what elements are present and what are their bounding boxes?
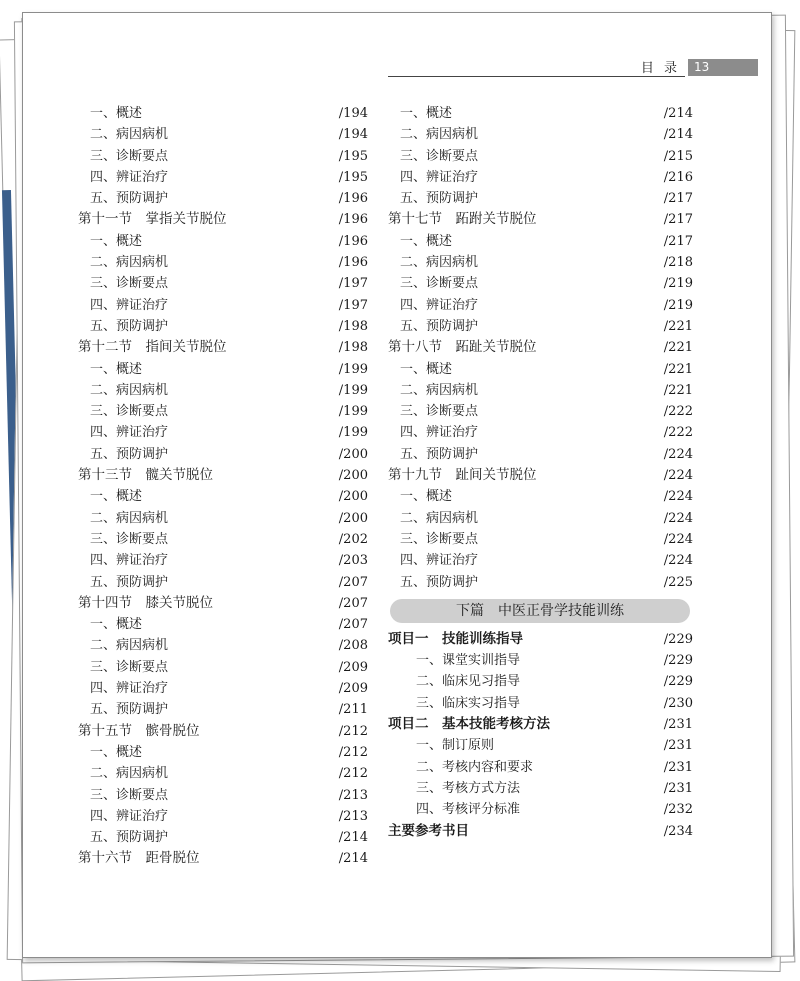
toc-entry-page: /194 — [338, 127, 368, 143]
toc-entry-page: /231 — [663, 780, 693, 796]
toc-entry-title: 一、概述 — [90, 106, 143, 121]
toc-entry-title: 一、概述 — [90, 233, 143, 249]
toc-entry-title: 第十四节 膝关节脱位 — [78, 594, 213, 611]
toc-entry-title: 四、辨证治疗 — [90, 425, 169, 441]
toc-entry[interactable] — [78, 486, 368, 507]
toc-entry[interactable] — [78, 231, 368, 252]
toc-right-column — [388, 103, 693, 842]
toc-entry-page: /197 — [338, 276, 368, 292]
toc-entry-page: /196 — [338, 212, 368, 228]
toc-entry[interactable] — [78, 146, 368, 167]
toc-entry-title: 三、诊断要点 — [400, 276, 479, 292]
toc-entry-title: 二、病因病机 — [90, 638, 169, 654]
toc-entry-title: 三、诊断要点 — [90, 148, 169, 164]
toc-entry-page: /217 — [663, 191, 693, 207]
toc-entry-page: /197 — [338, 297, 368, 313]
toc-entry-page: /200 — [338, 446, 368, 462]
toc-entry-title: 第十七节 跖跗关节脱位 — [388, 211, 537, 228]
toc-entry-page: /224 — [663, 468, 693, 484]
toc-entry-page: /213 — [338, 808, 368, 824]
page-header — [388, 57, 758, 77]
toc-entry[interactable] — [388, 124, 693, 145]
toc-entry-title: 四、辨证治疗 — [90, 553, 169, 569]
toc-entry[interactable] — [388, 671, 693, 692]
toc-entry-page: /231 — [663, 759, 693, 775]
toc-entry-page: /195 — [338, 148, 368, 164]
toc-entry[interactable] — [78, 635, 368, 656]
toc-entry-title: 五、预防调护 — [90, 574, 169, 590]
toc-entry[interactable] — [388, 295, 693, 316]
toc-entry-page: /222 — [663, 425, 693, 441]
toc-entry-page: /231 — [663, 717, 693, 733]
toc-entry-page: /222 — [663, 404, 693, 420]
toc-entry[interactable] — [78, 572, 368, 593]
toc-entry-title: 一、课堂实训指导 — [416, 653, 521, 669]
toc-entry-page: /196 — [338, 233, 368, 249]
toc-entry-title: 二、考核内容和要求 — [416, 759, 534, 775]
toc-entry-page: /229 — [663, 631, 693, 647]
toc-section-heading[interactable] — [78, 337, 368, 358]
toc-left-column — [78, 103, 368, 870]
toc-entry-page: /221 — [663, 318, 693, 334]
toc-entry-page: /214 — [663, 127, 693, 143]
toc-entry[interactable] — [78, 273, 368, 294]
toc-entry[interactable] — [78, 806, 368, 827]
toc-entry-title: 一、概述 — [400, 361, 453, 377]
toc-entry-page: /224 — [663, 489, 693, 505]
toc-entry-page: /200 — [338, 510, 368, 526]
toc-entry[interactable] — [388, 273, 693, 294]
toc-entry[interactable] — [388, 167, 693, 188]
toc-entry[interactable] — [78, 444, 368, 465]
toc-section-heading[interactable] — [388, 209, 693, 230]
toc-entry[interactable] — [388, 103, 693, 124]
toc-entry-page: /214 — [663, 106, 693, 121]
toc-entry-title: 第十九节 趾间关节脱位 — [388, 467, 537, 484]
toc-entry-page: /221 — [663, 361, 693, 377]
toc-entry-page: /196 — [338, 255, 368, 271]
toc-section-heading[interactable] — [78, 593, 368, 614]
toc-entry-page: /207 — [338, 617, 368, 633]
toc-entry-title: 五、预防调护 — [400, 191, 479, 207]
toc-entry-title: 四、辨证治疗 — [400, 169, 479, 185]
toc-entry-title: 三、诊断要点 — [90, 404, 169, 420]
toc-entry[interactable] — [388, 380, 693, 401]
toc-entry[interactable] — [388, 316, 693, 337]
toc-entry[interactable] — [78, 678, 368, 699]
header-rule — [388, 76, 685, 77]
toc-entry-page: /200 — [338, 468, 368, 484]
toc-entry-title: 三、诊断要点 — [90, 276, 169, 292]
toc-entry-title: 五、预防调护 — [400, 446, 479, 462]
toc-entry-page: /218 — [663, 255, 693, 271]
toc-entry[interactable] — [78, 763, 368, 784]
toc-page — [22, 12, 772, 958]
toc-entry-title: 一、制订原则 — [416, 738, 495, 754]
toc-entry[interactable] — [78, 316, 368, 337]
toc-entry-page: /198 — [338, 318, 368, 334]
toc-entry-page: /217 — [663, 233, 693, 249]
toc-entry[interactable] — [388, 486, 693, 507]
toc-entry[interactable] — [388, 146, 693, 167]
toc-entry-title: 第十一节 掌指关节脱位 — [78, 211, 227, 228]
toc-entry-title: 三、临床实习指导 — [416, 695, 521, 711]
toc-entry[interactable] — [388, 444, 693, 465]
toc-entry-title: 四、辨证治疗 — [90, 681, 169, 697]
toc-entry[interactable] — [78, 529, 368, 550]
toc-entry[interactable] — [388, 693, 693, 714]
toc-entry-page: /208 — [338, 638, 368, 654]
toc-entry[interactable] — [78, 167, 368, 188]
toc-entry[interactable] — [388, 359, 693, 380]
toc-entry-title: 二、临床见习指导 — [416, 674, 521, 690]
toc-entry-page: /207 — [338, 595, 368, 611]
toc-entry-page: /224 — [663, 446, 693, 462]
toc-entry[interactable] — [78, 699, 368, 720]
toc-entry[interactable] — [388, 188, 693, 209]
toc-entry[interactable] — [78, 295, 368, 316]
toc-entry[interactable] — [78, 103, 368, 124]
toc-entry[interactable] — [78, 657, 368, 678]
toc-entry-title: 五、预防调护 — [400, 318, 479, 334]
toc-entry-title: 二、病因病机 — [400, 382, 479, 398]
toc-entry-title: 五、预防调护 — [90, 702, 169, 718]
toc-entry-page: /219 — [663, 297, 693, 313]
toc-entry-title: 一、概述 — [90, 744, 143, 760]
toc-entry[interactable] — [388, 799, 693, 820]
toc-entry-page: /199 — [338, 404, 368, 420]
toc-entry[interactable] — [388, 401, 693, 422]
toc-entry[interactable] — [78, 188, 368, 209]
toc-section-heading[interactable] — [388, 337, 693, 358]
toc-entry[interactable] — [78, 252, 368, 273]
toc-entry-page: /230 — [663, 695, 693, 711]
toc-entry[interactable] — [388, 735, 693, 756]
toc-entry[interactable] — [388, 572, 693, 593]
toc-entry-title: 第十三节 髋关节脱位 — [78, 467, 213, 484]
toc-entry-title: 四、辨证治疗 — [90, 297, 169, 313]
toc-entry-title: 三、诊断要点 — [90, 531, 169, 547]
toc-section-heading[interactable] — [388, 821, 693, 842]
toc-entry-page: /232 — [663, 802, 693, 818]
toc-entry-title: 三、诊断要点 — [400, 148, 479, 164]
toc-entry-page: /202 — [338, 531, 368, 547]
toc-section-heading[interactable] — [78, 721, 368, 742]
toc-section-heading[interactable] — [388, 465, 693, 486]
toc-entry-page: /221 — [663, 382, 693, 398]
toc-entry-page: /195 — [338, 169, 368, 185]
toc-entry[interactable] — [78, 614, 368, 635]
toc-entry-page: /207 — [338, 574, 368, 590]
toc-section-heading[interactable] — [78, 209, 368, 230]
toc-entry[interactable] — [78, 508, 368, 529]
toc-entry-page: /212 — [338, 744, 368, 760]
toc-entry-title: 第十五节 髌骨脱位 — [78, 722, 200, 739]
toc-entry-title: 二、病因病机 — [400, 255, 479, 271]
toc-entry-page: /217 — [663, 212, 693, 228]
toc-entry-page: /213 — [338, 787, 368, 803]
header-title: 目 录 — [640, 61, 680, 76]
part-banner: 下篇 中医正骨学技能训练 — [390, 599, 690, 623]
toc-entry[interactable] — [388, 231, 693, 252]
toc-entry-page: /216 — [663, 169, 693, 185]
toc-entry-page: /200 — [338, 489, 368, 505]
toc-entry-title: 一、概述 — [90, 361, 143, 377]
toc-entry-page: /224 — [663, 510, 693, 526]
toc-entry-page: /215 — [663, 148, 693, 164]
toc-entry-title: 二、病因病机 — [400, 127, 479, 143]
toc-entry-page: /199 — [338, 361, 368, 377]
toc-entry-page: /194 — [338, 106, 368, 121]
toc-entry-page: /214 — [338, 851, 368, 867]
toc-entry-title: 二、病因病机 — [400, 510, 479, 526]
toc-entry-page: /203 — [338, 553, 368, 569]
toc-entry-title: 二、病因病机 — [90, 255, 169, 271]
toc-entry-page: /212 — [338, 723, 368, 739]
toc-entry-page: /224 — [663, 553, 693, 569]
toc-entry-title: 二、病因病机 — [90, 127, 169, 143]
toc-entry-title: 四、辨证治疗 — [400, 297, 479, 313]
toc-entry[interactable] — [78, 827, 368, 848]
toc-entry-title: 主要参考书目 — [388, 822, 469, 839]
toc-entry-page: /196 — [338, 191, 368, 207]
toc-entry[interactable] — [78, 401, 368, 422]
toc-entry-page: /231 — [663, 738, 693, 754]
toc-entry-title: 四、辨证治疗 — [400, 425, 479, 441]
toc-entry[interactable] — [78, 742, 368, 763]
toc-entry[interactable] — [388, 650, 693, 671]
toc-entry-title: 四、辨证治疗 — [400, 553, 479, 569]
toc-entry-title: 三、诊断要点 — [90, 787, 169, 803]
toc-entry-page: /229 — [663, 653, 693, 669]
toc-entry[interactable] — [388, 550, 693, 571]
toc-entry-title: 一、概述 — [400, 233, 453, 249]
toc-section-heading[interactable] — [388, 714, 693, 735]
toc-entry-page: /199 — [338, 382, 368, 398]
toc-entry-title: 第十二节 指间关节脱位 — [78, 339, 227, 356]
toc-entry[interactable] — [78, 785, 368, 806]
toc-entry-page: /219 — [663, 276, 693, 292]
toc-section-heading[interactable] — [388, 629, 693, 650]
toc-entry-title: 二、病因病机 — [90, 382, 169, 398]
toc-entry-title: 四、考核评分标准 — [416, 802, 521, 818]
toc-entry-title: 第十八节 跖趾关节脱位 — [388, 339, 537, 356]
toc-entry-page: /229 — [663, 674, 693, 690]
toc-entry-title: 一、概述 — [400, 106, 453, 121]
toc-entry[interactable] — [388, 778, 693, 799]
toc-entry[interactable] — [78, 380, 368, 401]
toc-entry-page: /224 — [663, 531, 693, 547]
toc-entry-page: /234 — [663, 823, 693, 839]
toc-entry[interactable] — [78, 124, 368, 145]
toc-entry-title: 一、概述 — [90, 617, 143, 633]
toc-entry-title: 五、预防调护 — [90, 191, 169, 207]
toc-entry[interactable] — [388, 422, 693, 443]
toc-entry-title: 三、诊断要点 — [400, 531, 479, 547]
toc-entry-title: 三、诊断要点 — [90, 659, 169, 675]
toc-entry[interactable] — [388, 757, 693, 778]
toc-entry-title: 项目二 基本技能考核方法 — [388, 716, 550, 733]
toc-entry-title: 一、概述 — [90, 489, 143, 505]
toc-entry-title: 第十六节 距骨脱位 — [78, 850, 200, 867]
toc-section-heading[interactable] — [78, 465, 368, 486]
toc-entry-page: /211 — [338, 702, 368, 718]
toc-section-heading[interactable] — [78, 848, 368, 869]
toc-entry-page: /214 — [338, 830, 368, 846]
toc-entry-page: /199 — [338, 425, 368, 441]
toc-entry[interactable] — [78, 422, 368, 443]
toc-entry-title: 五、预防调护 — [90, 446, 169, 462]
toc-entry-title: 三、考核方式方法 — [416, 780, 521, 796]
toc-entry[interactable] — [388, 529, 693, 550]
toc-entry-page: /209 — [338, 681, 368, 697]
toc-entry-page: /221 — [663, 340, 693, 356]
toc-entry-title: 五、预防调护 — [90, 830, 169, 846]
toc-entry-page: /209 — [338, 659, 368, 675]
toc-entry-page: /198 — [338, 340, 368, 356]
toc-entry-page: /212 — [338, 766, 368, 782]
toc-entry-title: 五、预防调护 — [90, 318, 169, 334]
toc-entry-title: 三、诊断要点 — [400, 404, 479, 420]
toc-entry-title: 项目一 技能训练指导 — [388, 630, 523, 647]
header-page-number: 13 — [688, 59, 758, 76]
toc-entry-title: 一、概述 — [400, 489, 453, 505]
toc-entry[interactable] — [388, 508, 693, 529]
toc-entry[interactable] — [78, 550, 368, 571]
toc-entry-title: 五、预防调护 — [400, 574, 479, 590]
toc-entry-page: /225 — [663, 574, 693, 590]
toc-entry-title: 四、辨证治疗 — [90, 169, 169, 185]
toc-entry[interactable] — [388, 252, 693, 273]
toc-entry[interactable] — [78, 359, 368, 380]
toc-entry-title: 四、辨证治疗 — [90, 808, 169, 824]
toc-entry-title: 二、病因病机 — [90, 510, 169, 526]
toc-entry-title: 二、病因病机 — [90, 766, 169, 782]
